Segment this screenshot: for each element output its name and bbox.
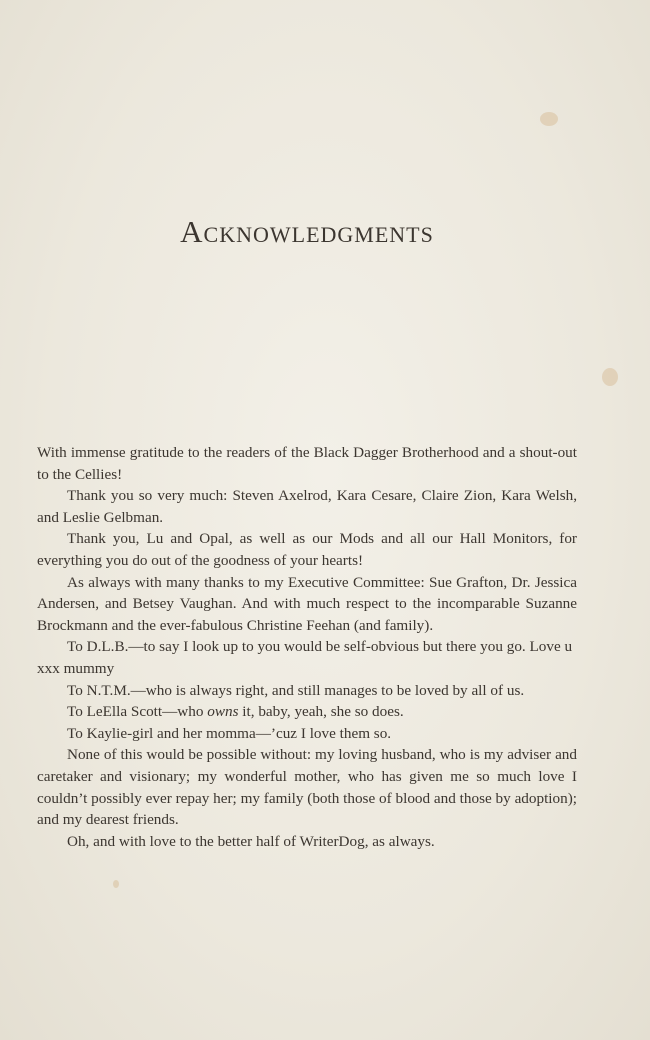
paragraph: As always with many thanks to my Executive Committee: Sue Grafton, Dr. Jessica Andersen, and Betsey Vaughan. And with much respect to the incomparable Suzanne Brockmann and the ever-fabulous Christine Feehan (and family). (37, 573, 577, 634)
paper-stain (540, 112, 558, 126)
paper-stain (113, 880, 119, 888)
paragraph: To D.L.B.—to say I look up to you would be self-obvious but there you go. Love u xxx mummy (37, 638, 573, 677)
paragraph: Thank you, Lu and Opal, as well as our Mods and all our Hall Monitors, for everything you do out of the goodness of your hearts! (37, 530, 577, 569)
paragraph-text: it, baby, yeah, she so does. (238, 703, 404, 721)
paragraph: None of this would be possible without: my loving husband, who is my adviser and caretaker and visionary; my wonderful mother, who has given me so much love I couldn’t possibly ever repay her; my family (both those of blood and those by adoption); and my dearest friends. (37, 746, 577, 829)
acknowledgments-body (37, 442, 577, 852)
paragraph: To N.T.M.—who is always right, and still manages to be loved by all of us. (67, 681, 525, 699)
page-title: Acknowledgments (180, 214, 434, 249)
emphasis-text: owns (207, 703, 239, 721)
paragraph-text: To LeElla Scott—who (67, 703, 208, 721)
paper-stain (602, 368, 618, 386)
paragraph: Oh, and with love to the better half of WriterDog, as always. (67, 832, 435, 850)
paragraph (37, 701, 577, 723)
paragraph: To Kaylie-girl and her momma—’cuz I love them so. (67, 724, 392, 742)
paragraph: Thank you so very much: Steven Axelrod, Kara Cesare, Claire Zion, Kara Welsh, and Leslie Gelbman. (37, 487, 577, 526)
paragraph: With immense gratitude to the readers of the Black Dagger Brotherhood and a shout-out to the Cellies! (37, 444, 577, 483)
